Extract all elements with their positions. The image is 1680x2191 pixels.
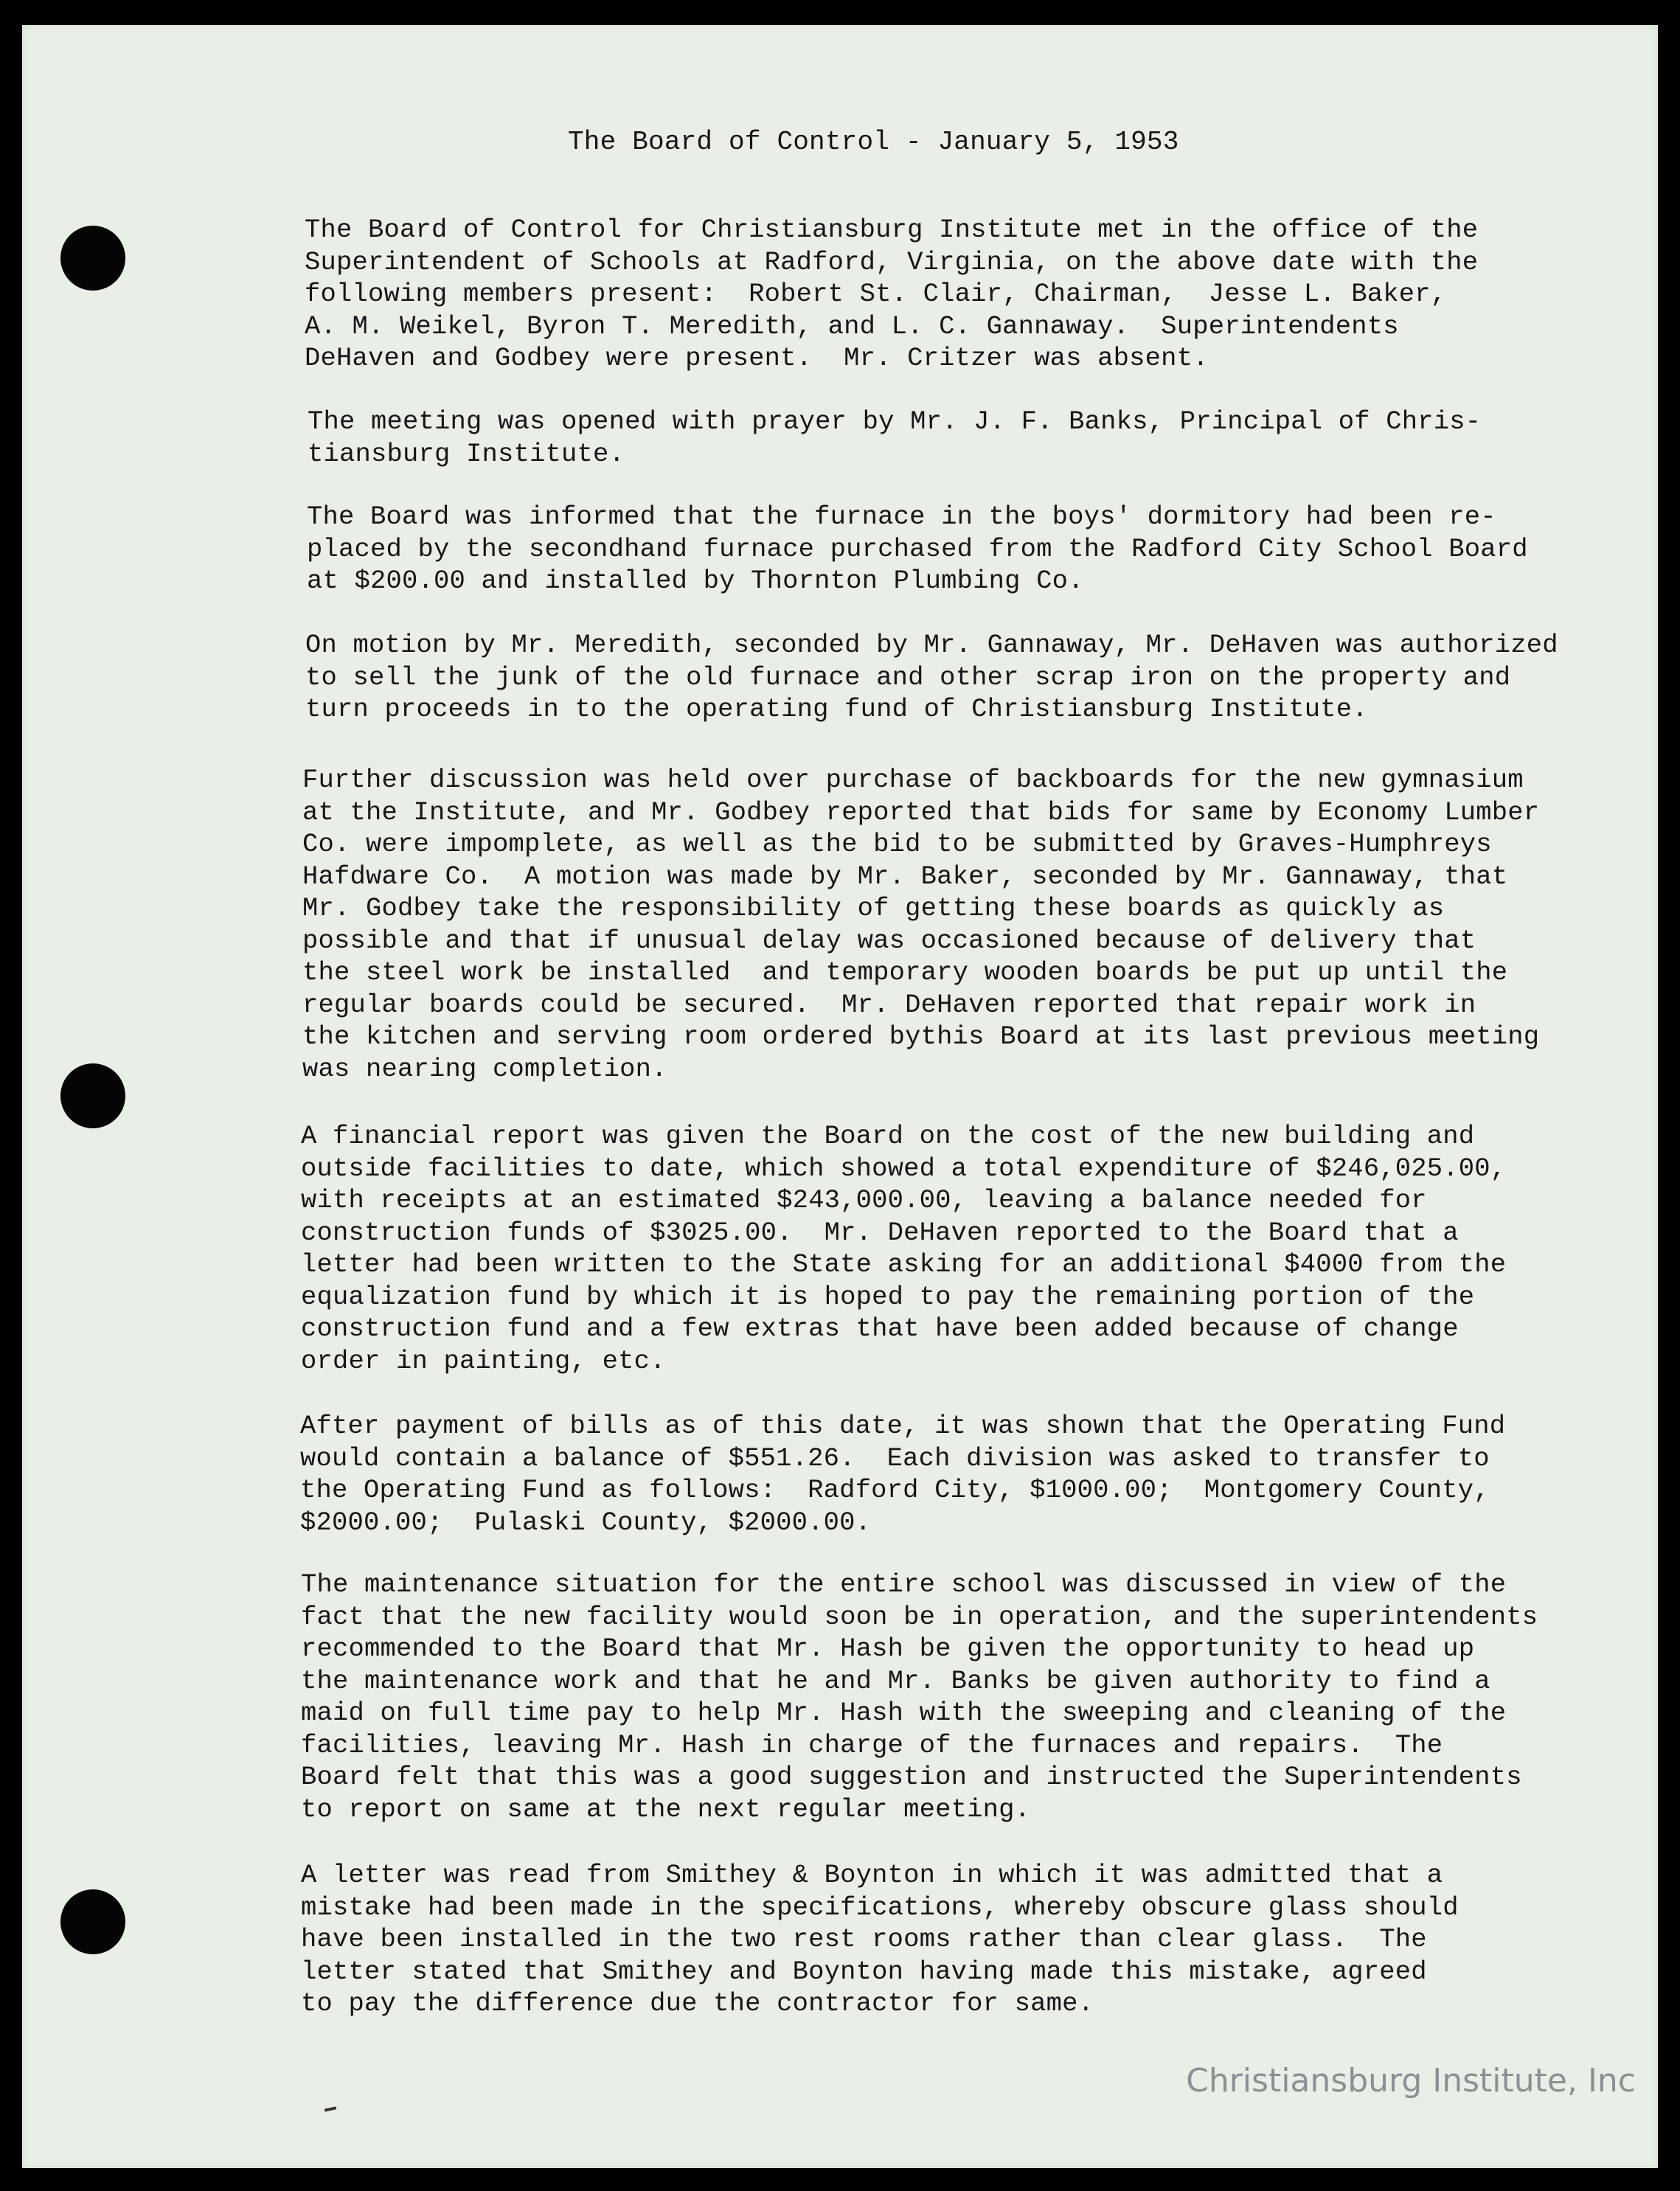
text-line: have been installed in the two rest rooms rather than clear glass. The — [301, 1924, 1427, 1954]
text-line: following members present: Robert St. Clair, Chairman, Jesse L. Baker, — [305, 279, 1447, 309]
text-line: letter had been written to the State asking for an additional $4000 from the — [301, 1249, 1507, 1279]
text-line: at $200.00 and installed by Thornton Plumbing Co. — [307, 566, 1084, 596]
text-line: Co. were impomplete, as well as the bid to be submitted by Graves-Humphreys — [302, 829, 1492, 859]
text-line: to report on same at the next regular meeting. — [301, 1794, 1031, 1824]
text-line: The meeting was opened with prayer by Mr. J. F. Banks, Principal of Chris- — [308, 406, 1482, 437]
ink-mark — [324, 2106, 336, 2111]
text-line: A letter was read from Smithey & Boynton in which it was admitted that a — [301, 1860, 1443, 1890]
text-line: recommended to the Board that Mr. Hash be given the opportunity to head up — [301, 1633, 1475, 1664]
text-line: A financial report was given the Board on the cost of the new building and — [301, 1121, 1475, 1151]
paragraph-glass-letter — [301, 1859, 1599, 2020]
text-line: regular boards could be secured. Mr. DeHaven reported that repair work in — [302, 989, 1476, 1020]
text-line: tiansburg Institute. — [308, 438, 625, 469]
text-line: to pay the difference due the contractor for same. — [301, 1988, 1094, 2018]
text-line: the kitchen and serving room ordered bythis Board at its last previous meeting — [302, 1021, 1540, 1052]
text-line: maid on full time pay to help Mr. Hash with the sweeping and cleaning of the — [301, 1698, 1507, 1728]
text-line: outside facilities to date, which showed a total expenditure of $246,025.00, — [301, 1153, 1507, 1184]
text-line: would contain a balance of $551.26. Each division was asked to transfer to — [300, 1442, 1490, 1473]
paragraph-maintenance — [301, 1569, 1599, 1825]
paragraph-furnace — [307, 501, 1605, 597]
text-line: Board felt that this was a good suggestion and instructed the Superintendents — [301, 1762, 1522, 1792]
text-line: DeHaven and Godbey were present. Mr. Critzer was absent. — [305, 343, 1209, 373]
paragraph-attendance — [305, 214, 1603, 375]
text-line: The maintenance situation for the entire school was discussed in view of the — [301, 1569, 1507, 1600]
text-line: $2000.00; Pulaski County, $2000.00. — [300, 1507, 872, 1538]
text-line: the maintenance work and that he and Mr. Banks be given authority to find a — [301, 1665, 1490, 1696]
binder-hole — [60, 1063, 125, 1128]
text-line: Hafdware Co. A motion was made by Mr. Baker, seconded by Mr. Gannaway, that — [302, 861, 1508, 892]
text-line: fact that the new facility would soon be in operation, and the superintendents — [301, 1601, 1538, 1632]
text-line: construction funds of $3025.00. Mr. DeHaven reported to the Board that a — [301, 1217, 1459, 1248]
text-line: mistake had been made in the specifications, whereby obscure glass should — [301, 1892, 1459, 1923]
paragraph-backboards — [302, 764, 1600, 1085]
text-line: After payment of bills as of this date, it was shown that the Operating Fund — [300, 1411, 1506, 1441]
text-line: facilities, leaving Mr. Hash in charge of the furnaces and repairs. The — [301, 1729, 1443, 1760]
text-line: The Board was informed that the furnace in the boys' dormitory had been re- — [307, 501, 1496, 532]
watermark: Christiansburg Institute, Inc — [1186, 2062, 1636, 2100]
document-page — [22, 25, 1658, 2168]
text-line: at the Institute, and Mr. Godbey reported that bids for same by Economy Lumber — [302, 796, 1540, 827]
text-line: placed by the secondhand furnace purchased from the Radford City School Board — [307, 533, 1528, 564]
text-line: turn proceeds in to the operating fund of Christiansburg Institute. — [305, 694, 1368, 724]
text-line: The Board of Control for Christiansburg Institute met in the office of the — [305, 215, 1479, 245]
text-line: Superintendent of Schools at Radford, Virginia, on the above date with the — [305, 246, 1479, 277]
binder-hole — [60, 226, 125, 291]
text-line: Mr. Godbey take the responsibility of getting these boards as quickly as — [302, 893, 1445, 923]
text-line: letter stated that Smithey and Boynton having made this mistake, agreed — [301, 1956, 1427, 1987]
text-line: order in painting, etc. — [301, 1345, 666, 1376]
paragraph-scrap-motion — [305, 629, 1603, 726]
text-line: On motion by Mr. Meredith, seconded by Mr. Gannaway, Mr. DeHaven was authorized — [305, 630, 1558, 660]
paragraph-operating-fund — [300, 1410, 1598, 1538]
text-line: possible and that if unusual delay was occasioned because of delivery that — [302, 925, 1476, 956]
text-line: Further discussion was held over purchase of backboards for the new gymnasium — [302, 765, 1524, 795]
text-line: the steel work be installed and temporary wooden boards be put up until the — [302, 957, 1508, 987]
text-line: the Operating Fund as follows: Radford City, $1000.00; Montgomery County, — [300, 1475, 1490, 1505]
text-line: to sell the junk of the old furnace and other scrap iron on the property and — [305, 662, 1511, 692]
text-line: equalization fund by which it is hoped to pay the remaining portion of the — [301, 1281, 1475, 1312]
page-title: The Board of Control - January 5, 1953 — [568, 127, 1179, 157]
text-line: construction fund and a few extras that have been added because of change — [301, 1313, 1459, 1344]
paragraph-prayer — [308, 406, 1606, 470]
binder-hole — [60, 1889, 125, 1954]
text-line: was nearing completion. — [302, 1053, 667, 1084]
text-line: A. M. Weikel, Byron T. Meredith, and L. C. Gannaway. Superintendents — [305, 310, 1399, 341]
paragraph-financial-report — [301, 1120, 1599, 1377]
text-line: with receipts at an estimated $243,000.00, leaving a balance needed for — [301, 1185, 1427, 1215]
